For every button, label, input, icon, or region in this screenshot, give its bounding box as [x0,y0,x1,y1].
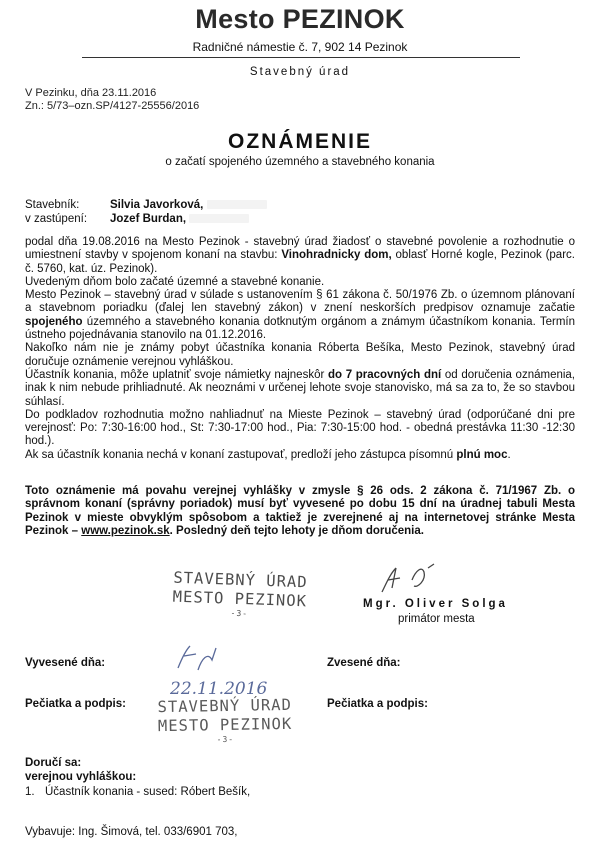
mayor-role: primátor mesta [398,613,475,625]
website-link[interactable]: www.pezinok.sk [81,525,170,538]
delivery-heading: Doručí sa: [25,757,82,769]
redaction-mark [189,214,249,223]
issue-date: V Pezinku, dňa 23.11.2016 [25,87,157,99]
builder-label: Stavebník: [25,199,80,211]
paragraph-representation: Ak sa účastník konania nechá v konaní zastupovať, predloží jeho zástupca písomnú plnú moc. [25,448,511,461]
removed-date-label: Zvesené dňa: [327,657,401,669]
paragraph-office-hours: Do podkladov rozhodnutia možno nahliadnuť na Mieste Pezinok – stavebný úrad (odporúčané dni pre verejnosť: Po: 7:30-16:00 hod., St: 7:30-17:00 hod., Pia: 7:30-15:00 hod. - obedná prestávka 11:30 -12:30 hod.). [25,408,575,448]
paragraph-application: podal dňa 19.08.2016 na Mesto Pezinok - stavebný úrad žiadosť o stavebné povolenie a rozhodnutie o umiestnení stavby v spojenom konaní na stavbu: Vinohradnicky dom, oblasť Horné kogle, Pezinok (parc. č. 5760, kat. úz. Pezinok). [25,236,575,275]
paragraph-objections: Účastník konania, môže uplatniť svoje námietky najneskôr do 7 pracovných dní od doručenia oznámenia, inak k nim nebude prihliadnuté. Ak neoznámi v určenej lehote svoje stanovisko, má sa za to, že so stavbou súhlasí. [25,368,576,408]
document-title: OZNÁMENIE [228,130,372,153]
mayor-signature [370,558,480,600]
notice-body [25,236,575,462]
delivery-subheading: verejnou vyhláškou: [25,771,137,783]
office-stamp: STAVEBNÝ ÚRAD MESTO PEZINOK -3- [172,568,308,619]
stamp-signature-label-left: Pečiatka a podpis: [25,698,126,710]
contact-footer: Vybavuje: Ing. Šimová, tel. 033/6901 703, [25,826,238,838]
builder-row [25,199,267,211]
paragraph-start: Uvedeným dňom bolo začaté územné a stavebné konanie. [25,275,325,288]
list-item: 1. Účastník konania - sused: Róbert Bešík, [25,786,251,798]
representative-name: Jozef Burdan, [110,213,187,225]
document-subtitle: o začatí spojeného územného a stavebného konania [165,156,435,168]
posted-date-handwritten: 22.11.2016 [170,679,268,699]
representative-row [25,213,249,225]
posted-date-label: Vyvesené dňa: [25,657,106,669]
builder-name: Silvia Javorková, [110,199,204,211]
mayor-name: Mgr. Oliver Solga [363,598,508,610]
public-notice-statement: Toto oznámenie má povahu verejnej vyhlášky v zmysle § 26 ods. 2 zákona č. 71/1967 Zb. o správnom konaní (správny poriadok) musí byť vyvesené po dobu 15 dní na úradnej tabuli Mesta Pezinok v mieste obvyklým spôsobom a taktiež je zverejnené aj na internetovej stránke Mesta Pezinok – www.pezinok.sk. Posledný deň tejto lehoty je dňom doručenia. [25,485,575,538]
paragraph-legal-basis: Mesto Pezinok – stavebný úrad v súlade s ustanovením § 61 zákona č. 50/1976 Zb. o územnom plánovaní a stavebnom poriadku (ďalej len stavebný zákon) v znení neskorších predpisov oznamuje začatie spojeného územného a stavebného konania dotknutým orgánom a známym účastníkom konania. Termín ústneho pojednávania stanovilo na 01.12.2016. [25,289,575,342]
office-stamp-posted: STAVEBNÝ ÚRAD MESTO PEZINOK -3- [157,695,293,745]
municipality-address: Radničné námestie č. 7, 902 14 Pezinok [192,40,408,54]
header-divider [82,57,520,58]
posted-handwriting [168,640,298,700]
municipality-title: Mesto PEZINOK [195,4,405,34]
office-name: Stavebný úrad [249,66,351,78]
stamp-signature-label-right: Pečiatka a podpis: [327,698,428,710]
paragraph-unknown-residence: Nakoľko nám nie je známy pobyt účastníka konania Róberta Bešíka, Mesto Pezinok, stavebný úrad doručuje oznámenie verejnou vyhláškou. [25,342,575,368]
reference-number: Zn.: 5/73–ozn.SP/4127-25556/2016 [25,100,200,112]
redaction-mark [207,200,267,209]
representative-label: v zastúpení: [25,213,88,225]
